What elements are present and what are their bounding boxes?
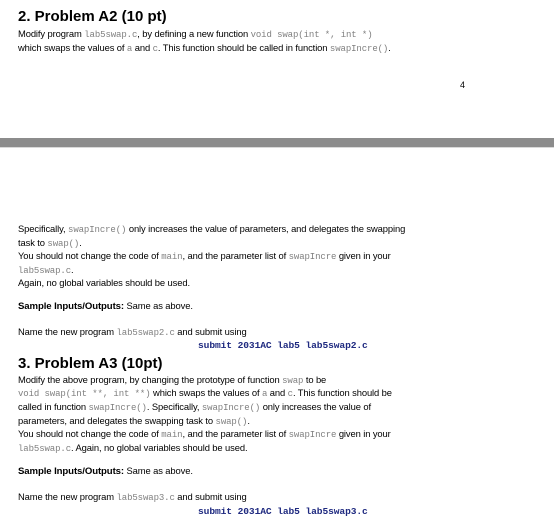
continued-line-4: lab5swap.c. bbox=[18, 263, 74, 276]
problem-a3-line-4: parameters, and delegates the swapping task to swap(). bbox=[18, 414, 250, 427]
problem-a3-line-2: void swap(int **, int **) which swaps the values of a and c. This function should be bbox=[18, 387, 392, 400]
problem-a2-line-1: Modify program lab5swap.c, by defining a new function void swap(int *, int *) bbox=[18, 28, 373, 40]
continued-line-5: Again, no global variables should be used. bbox=[18, 277, 190, 289]
page-divider bbox=[0, 138, 554, 147]
submit-command-a2: submit 2031AC lab5 lab5swap2.c bbox=[198, 340, 368, 352]
problem-a2-continued bbox=[18, 223, 543, 518]
problem-a3-heading: 3. Problem A3 (10pt) bbox=[18, 354, 163, 372]
problem-a3-line-6: lab5swap.c. Again, no global variables should be used. bbox=[18, 441, 248, 454]
sample-io-a2: Sample Inputs/Outputs: Same as above. bbox=[18, 299, 193, 312]
continued-line-3: You should not change the code of main, and the parameter list of swapIncre given in your bbox=[18, 250, 391, 263]
continued-line-2: task to swap(). bbox=[18, 236, 82, 249]
sample-io-a3: Sample Inputs/Outputs: Same as above. bbox=[18, 465, 193, 478]
problem-a2-line-2: which swaps the values of a and c. This function should be called in function swapIncre(). bbox=[18, 41, 391, 54]
submit-instruction-a2: Name the new program lab5swap2.c and submit using bbox=[18, 325, 247, 338]
submit-command-a3: submit 2031AC lab5 lab5swap3.c bbox=[198, 505, 368, 517]
problem-a2-section bbox=[18, 8, 391, 55]
page-top bbox=[0, 0, 554, 138]
page-number: 4 bbox=[459, 80, 465, 90]
continued-line-1: Specifically, swapIncre() only increases the value of parameters, and delegates the swapping bbox=[18, 223, 406, 235]
submit-instruction-a3: Name the new program lab5swap3.c and submit using bbox=[18, 490, 247, 503]
page-bottom bbox=[0, 148, 554, 531]
problem-a2-heading: 2. Problem A2 (10 pt) bbox=[18, 8, 167, 25]
problem-a3-line-1: Modify the above program, by changing the prototype of function swap to be bbox=[18, 373, 327, 386]
problem-a3-line-3: called in function swapIncre(). Specifically, swapIncre() only increases the value of bbox=[18, 400, 371, 413]
problem-a3-line-5: You should not change the code of main, and the parameter list of swapIncre given in your bbox=[18, 428, 391, 441]
